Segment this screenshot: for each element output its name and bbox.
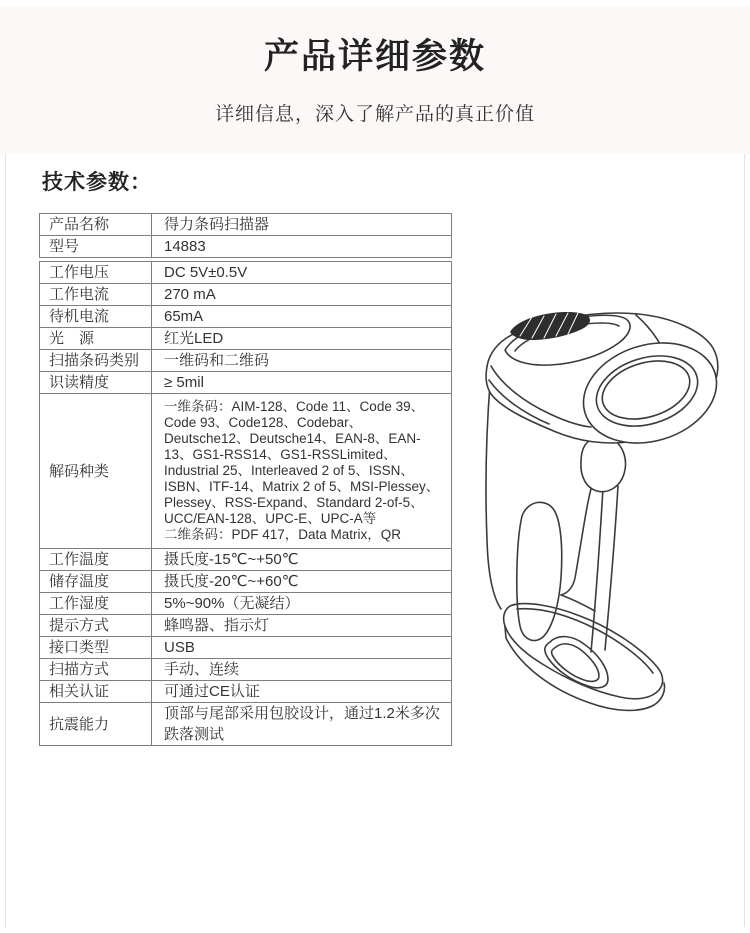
- spec-value: [152, 394, 452, 549]
- spec-value: 14883: [152, 236, 452, 258]
- spec-label: 工作温度: [40, 549, 152, 571]
- spec-value: 红光LED: [152, 328, 452, 350]
- spec-value: 得力条码扫描器: [152, 214, 452, 236]
- page-title: 产品详细参数: [263, 37, 486, 76]
- spec-value: 顶部与尾部采用包胶设计，通过1.2米多次跌落测试: [152, 703, 452, 746]
- spec-label: 光 源: [40, 328, 152, 350]
- page-subtitle: 详细信息，深入了解产品的真正价值: [214, 104, 535, 125]
- spec-row: [40, 571, 452, 593]
- spec-row: [40, 372, 452, 394]
- hero-section: [0, 6, 750, 154]
- spec-label: 识读精度: [40, 372, 152, 394]
- scanner-handle-left-edge: [486, 372, 501, 609]
- spec-value: 手动、连续: [152, 659, 452, 681]
- spec-value: 65mA: [152, 306, 452, 328]
- spec-label: 工作电流: [40, 284, 152, 306]
- spec-row: [40, 659, 452, 681]
- barcode-scanner-illustration: [460, 290, 750, 720]
- spec-row: [40, 214, 452, 236]
- spec-value: USB: [152, 637, 452, 659]
- spec-value: ≥ 5mil: [152, 372, 452, 394]
- spec-label: 相关认证: [40, 681, 152, 703]
- spec-row: [40, 681, 452, 703]
- spec-value: 5%~90%（无凝结）: [152, 593, 452, 615]
- spec-value-line: 一维条码：AIM-128、Code 11、Code 39、Code 93、Code128、Codebar、Deutsche12、Deutsche14、EAN-8、EAN-13、GS1-RSS14、GS1-RSSLimited、Industrial 25、Interleaved 2 of 5、ISSN、ISBN、ITF-14、Matrix 2 of 5、MSI-Plessey、Plessey、RSS-Expand、Standard 2-of-5、UCC/EAN-128、UPC-E、UPC-A等: [164, 399, 440, 526]
- spec-row: [40, 637, 452, 659]
- spec-row: [40, 262, 452, 284]
- spec-value: 蜂鸣器、指示灯: [152, 615, 452, 637]
- spec-row: [40, 549, 452, 571]
- spec-label: 抗震能力: [40, 703, 152, 746]
- spec-row: [40, 284, 452, 306]
- spec-row: [40, 236, 452, 258]
- spec-label: 工作湿度: [40, 593, 152, 615]
- scanner-trigger: [581, 437, 626, 492]
- spec-row: [40, 394, 452, 549]
- spec-label: 储存温度: [40, 571, 152, 593]
- spec-table-main: [39, 261, 452, 746]
- spec-label: 扫描条码类别: [40, 350, 152, 372]
- content-card: [5, 154, 745, 927]
- spec-label: 产品名称: [40, 214, 152, 236]
- spec-table-top: [39, 213, 452, 258]
- spec-label: 工作电压: [40, 262, 152, 284]
- spec-label: 待机电流: [40, 306, 152, 328]
- spec-label: 解码种类: [40, 394, 152, 549]
- product-detail-page: [0, 6, 750, 927]
- spec-row: [40, 350, 452, 372]
- spec-label: 接口类型: [40, 637, 152, 659]
- spec-value: 摄氏度-20℃~+60℃: [152, 571, 452, 593]
- spec-label: 扫描方式: [40, 659, 152, 681]
- spec-value: 一维码和二维码: [152, 350, 452, 372]
- spec-table-wrap: [39, 213, 452, 746]
- spec-value: 可通过CE认证: [152, 681, 452, 703]
- spec-value: 270 mA: [152, 284, 452, 306]
- spec-row: [40, 593, 452, 615]
- scanner-handle-bottom-edge: [561, 595, 595, 611]
- spec-value: DC 5V±0.5V: [152, 262, 452, 284]
- spec-value-line: 二维条码：PDF 417，Data Matrix，QR: [164, 527, 402, 542]
- spec-row: [40, 328, 452, 350]
- spec-value: 摄氏度-15℃~+50℃: [152, 549, 452, 571]
- spec-label: 型号: [40, 236, 152, 258]
- spec-row: [40, 703, 452, 746]
- section-title: 技术参数：: [42, 171, 152, 194]
- spec-row: [40, 615, 452, 637]
- spec-row: [40, 306, 452, 328]
- spec-label: 提示方式: [40, 615, 152, 637]
